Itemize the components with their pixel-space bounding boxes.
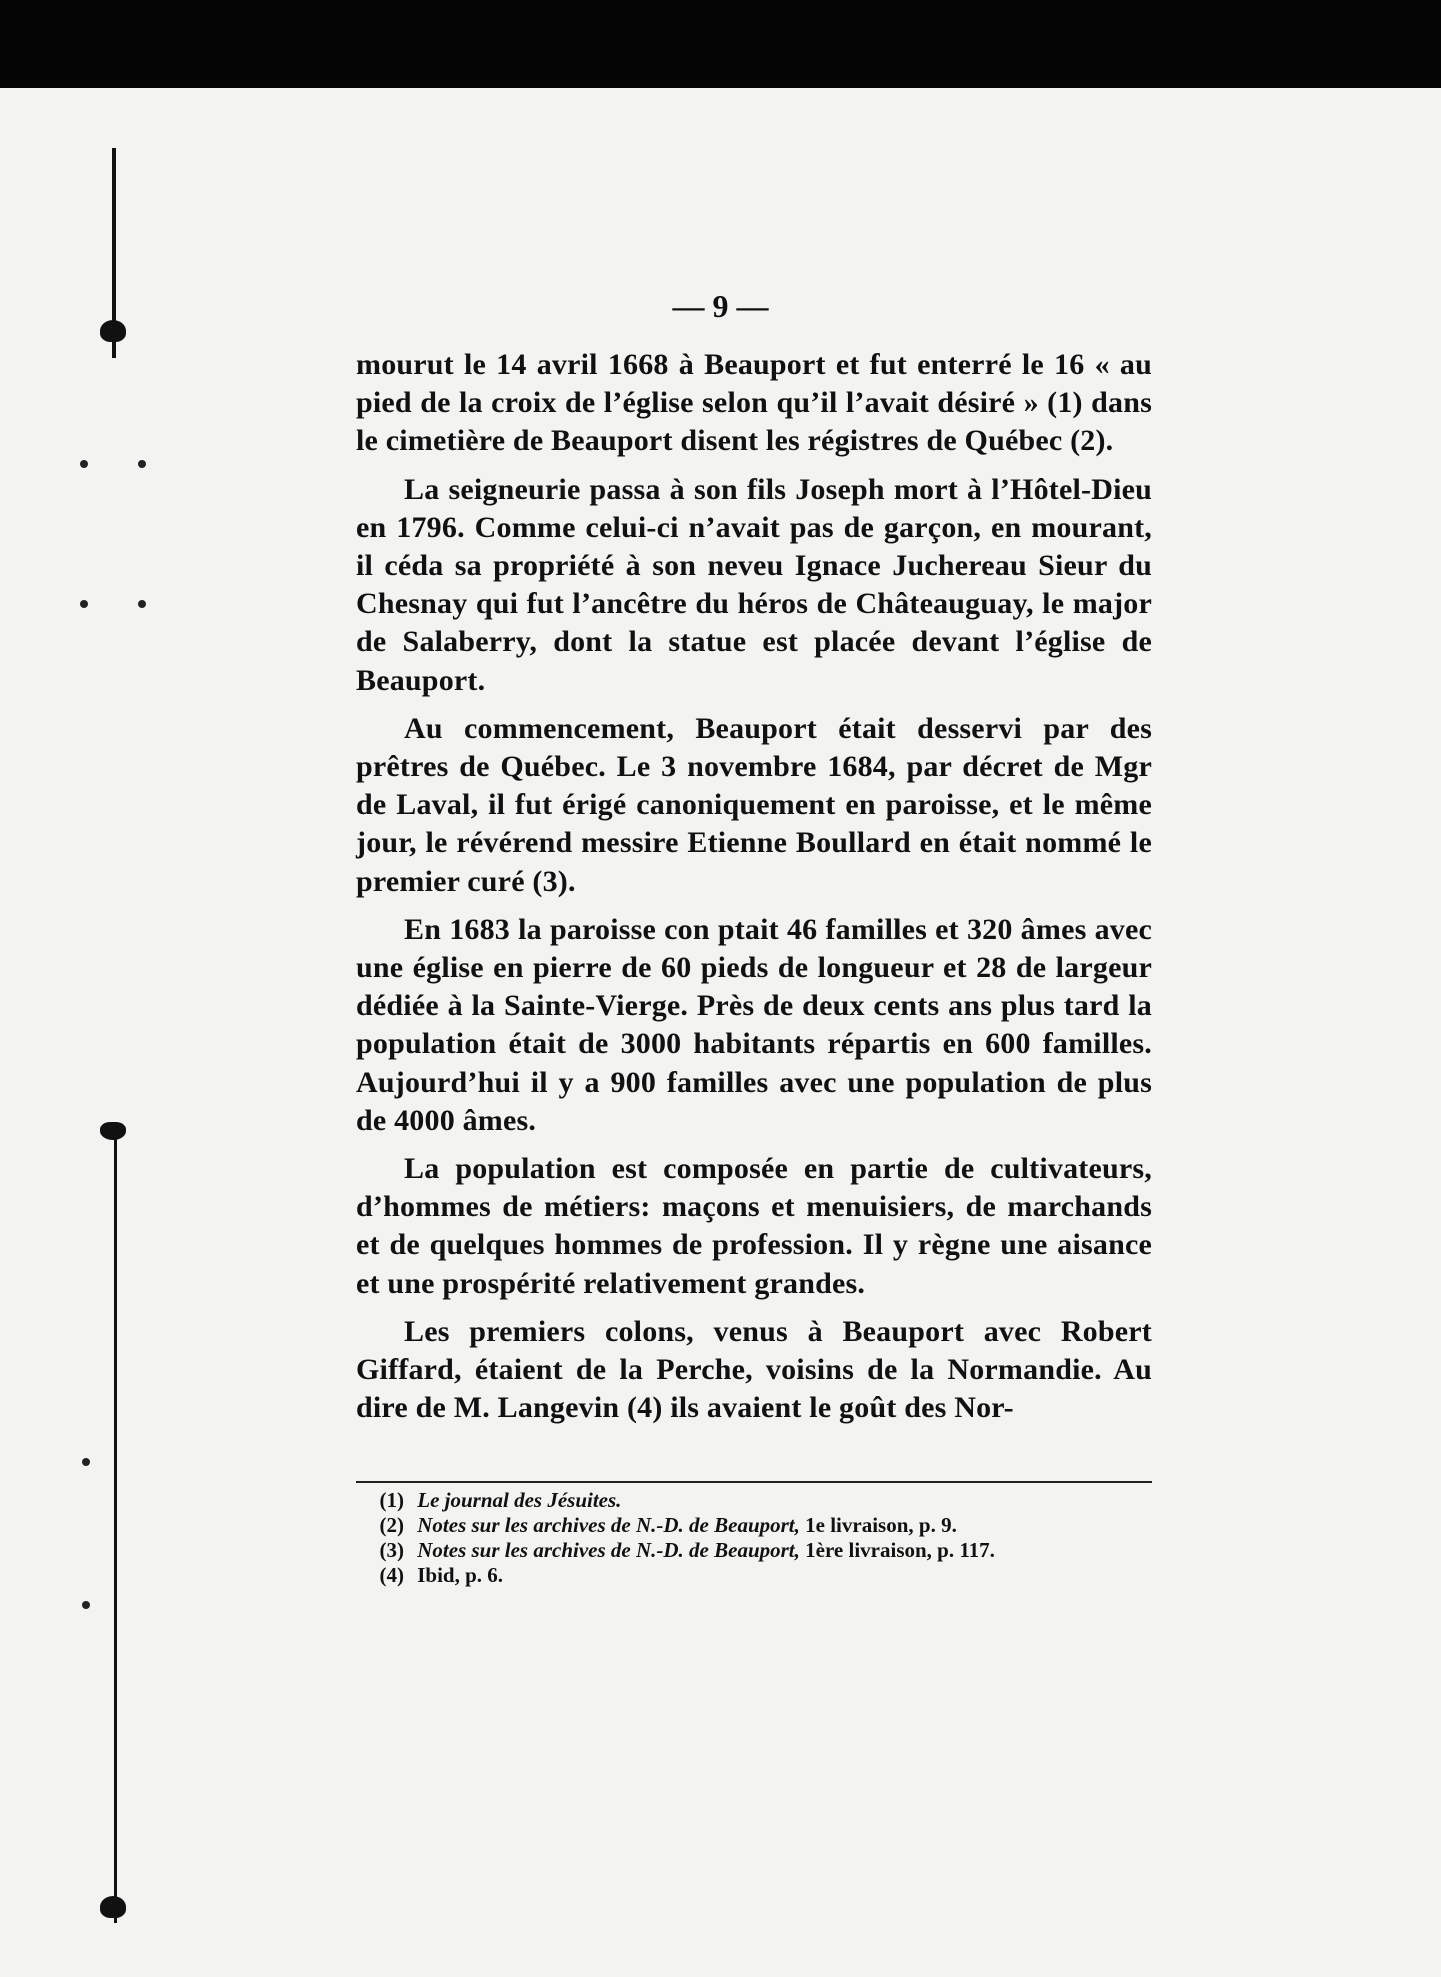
footnote bbox=[356, 1513, 1152, 1538]
footnote-number: (1) bbox=[379, 1488, 404, 1512]
footnote-title: Notes sur les archives de N.-D. de Beauport, bbox=[417, 1538, 800, 1562]
footnote-number: (3) bbox=[379, 1538, 404, 1562]
footnote-number: (2) bbox=[379, 1513, 404, 1537]
footnote bbox=[356, 1488, 1152, 1513]
margin-dot bbox=[80, 460, 88, 468]
paragraph: Les premiers colons, venus à Beauport avec Robert Giffard, étaient de la Perche, voisins de la Normandie. Au dire de M. Langevin (4) ils avaient le goût des Nor- bbox=[356, 1314, 1152, 1425]
footnote bbox=[356, 1538, 1152, 1563]
paragraph: La seigneurie passa à son fils Joseph mort à l’Hôtel-Dieu en 1796. Comme celui-ci n’avait pas de garçon, en mourant, il céda sa propriété à son neveu Ignace Juchereau Sieur du Chesnay qui fut l’ancêtre du héros de Châteauguay, le major de Salaberry, dont la statue est placée devant l’église de Beauport. bbox=[356, 472, 1152, 697]
footnote-title: Notes sur les archives de N.-D. de Beauport, bbox=[417, 1513, 800, 1537]
footnote-text: 1e livraison, p. 9. bbox=[805, 1513, 957, 1537]
page-number: — 9 — bbox=[672, 288, 769, 324]
footnote-text: Ibid, p. 6. bbox=[417, 1563, 504, 1587]
footnotes bbox=[356, 1488, 1152, 1588]
footnote-separator bbox=[356, 1481, 1152, 1483]
footnote-text: 1ère livraison, p. 117. bbox=[805, 1538, 995, 1562]
margin-dot bbox=[138, 600, 146, 608]
footnote bbox=[356, 1563, 1152, 1588]
binding-mark-bottom bbox=[114, 1138, 117, 1923]
margin-dot bbox=[82, 1458, 90, 1466]
footnote-title: Le journal des Jésuites. bbox=[417, 1488, 622, 1512]
paragraph: La population est composée en partie de cultivateurs, d’hommes de métiers: maçons et menuisiers, de marchands et de quelques hommes de profession. Il y règne une aisance et une prospérité relativement grandes. bbox=[356, 1152, 1152, 1300]
footnote-number: (4) bbox=[379, 1563, 404, 1587]
margin-dot bbox=[138, 460, 146, 468]
paragraph: Au commencement, Beauport était desservi par des prêtres de Québec. Le 3 novembre 1684, par décret de Mgr de Laval, il fut érigé canoniquement en paroisse, et le même jour, le révérend messire Etienne Boullard en était nommé le premier curé (3). bbox=[356, 711, 1152, 898]
paragraph: En 1683 la paroisse con ptait 46 familles et 320 âmes avec une église en pierre de 60 pieds de longueur et 28 de largeur dédiée à la Sainte-Vierge. Près de deux cents ans plus tard la population était de 3000 habitants répartis en 600 familles. Aujourd’hui il y a 900 familles avec une population de plus de 4000 âmes. bbox=[356, 912, 1152, 1137]
scanned-page bbox=[0, 88, 1441, 1977]
body-text bbox=[356, 290, 1152, 1427]
binding-clip-bottom-head bbox=[100, 1122, 126, 1140]
margin-dot bbox=[82, 1601, 90, 1609]
paragraph: mourut le 14 avril 1668 à Beauport et fut enterré le 16 « au pied de la croix de l’église selon qu’il l’avait désiré » (1) dans le cimetière de Beauport disent les régistres de Québec (2). bbox=[356, 348, 1152, 458]
margin-dot bbox=[80, 600, 88, 608]
binding-clip-bottom bbox=[100, 1896, 126, 1918]
